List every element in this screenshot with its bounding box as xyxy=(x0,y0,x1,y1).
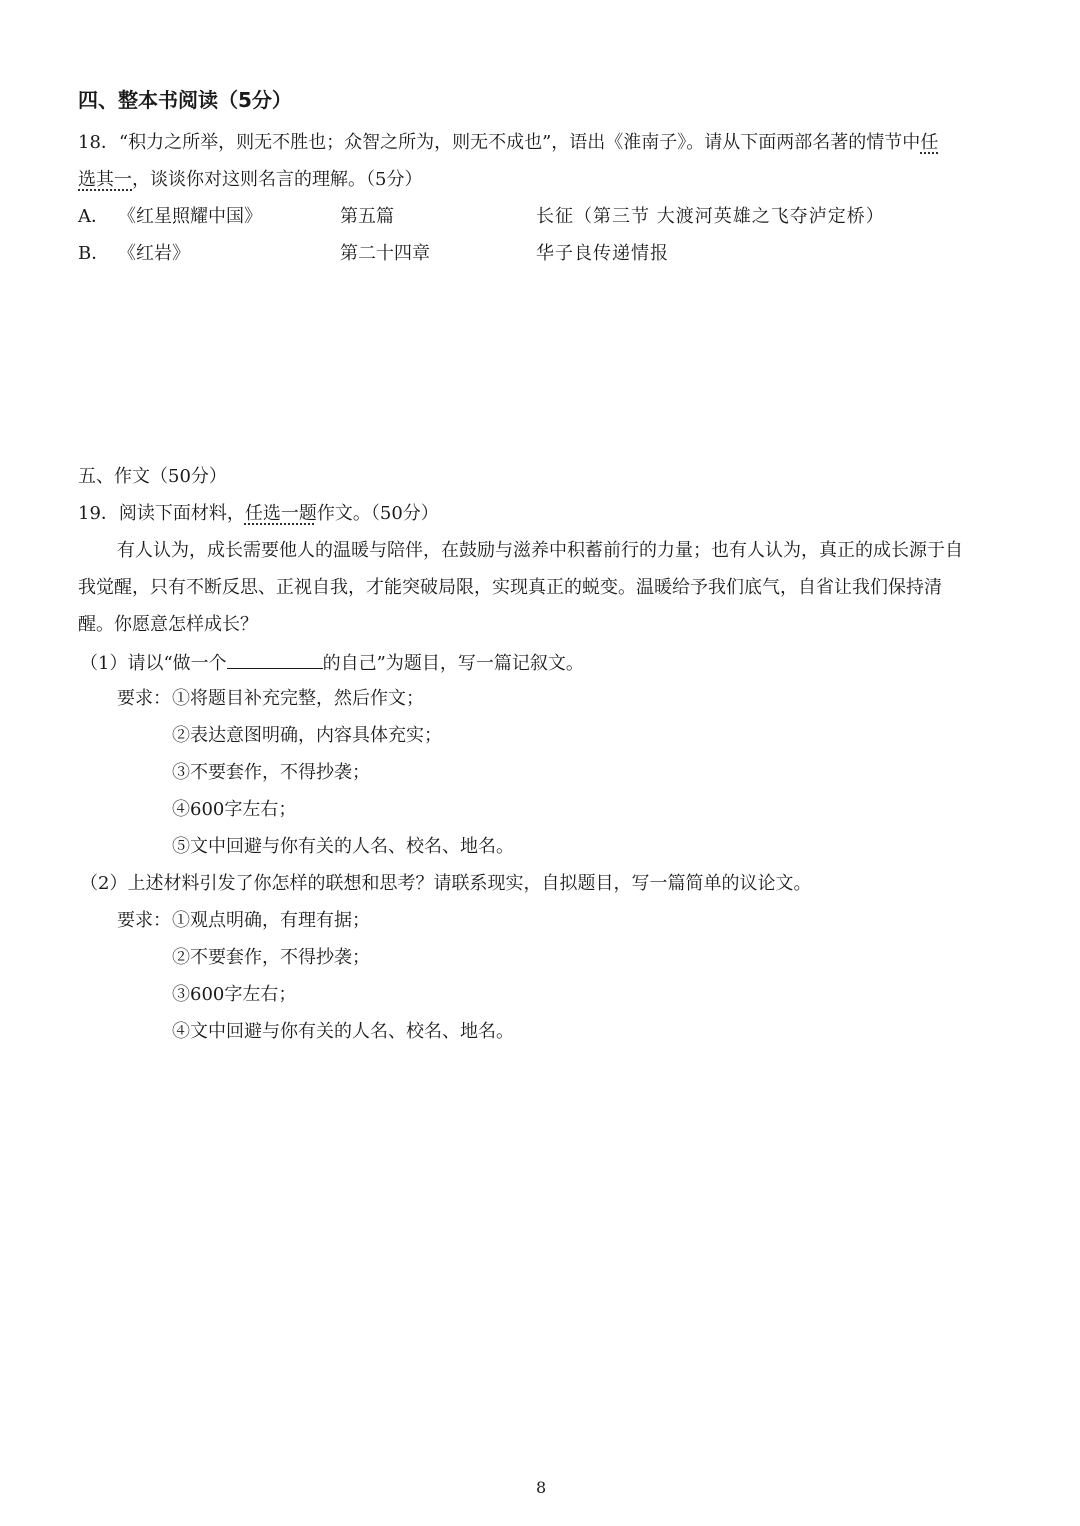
material-line: 醒。你愿意怎样成长？ xyxy=(78,614,258,635)
material-line: 我觉醒，只有不断反思、正视自我，才能突破局限，实现真正的蜕变。温暖给予我们底气，自省让我们保持清 xyxy=(78,577,942,598)
option-b-chapter: 第二十四章 xyxy=(340,243,430,264)
task-1-pre: （1）请以“做一个 xyxy=(80,653,227,674)
task-2-req-label: 要求： xyxy=(117,910,171,931)
section-5-title: 五、作文（50分） xyxy=(78,466,227,487)
question-18-line2 xyxy=(78,168,422,192)
option-b-book: 《红岩》 xyxy=(118,243,190,264)
question-19-post: 作文。（50分） xyxy=(316,503,439,524)
question-19-pre: 19．阅读下面材料， xyxy=(78,503,245,524)
question-19-emphasis: 任选一题 xyxy=(244,503,317,524)
question-19 xyxy=(78,502,439,526)
requirement-item: ④600字左右； xyxy=(172,799,297,820)
requirement-item: ②表达意图明确，内容具体充实； xyxy=(172,725,442,746)
task-2: （2）上述材料引发了你怎样的联想和思考？请联系现实，自拟题目，写一篇简单的议论文。 xyxy=(80,873,812,894)
question-18-emphasis: 任 xyxy=(920,132,939,153)
question-18-emphasis-2: 选其一 xyxy=(78,169,132,190)
option-a-chapter: 第五篇 xyxy=(340,206,394,227)
option-b-plot: 华子良传递情报 xyxy=(536,243,669,264)
page-number: 8 xyxy=(536,1478,547,1497)
requirement-item: ③600字左右； xyxy=(172,984,297,1005)
task-1-req-label: 要求： xyxy=(117,688,171,709)
task-1 xyxy=(80,650,584,676)
requirement-item: ③不要套作，不得抄袭； xyxy=(172,762,370,783)
requirement-item: ⑤文中回避与你有关的人名、校名、地名。 xyxy=(172,836,514,857)
question-18-line1 xyxy=(78,131,938,155)
material-line: 有人认为，成长需要他人的温暖与陪伴，在鼓励与滋养中积蓄前行的力量；也有人认为，真正的成长源于自 xyxy=(117,540,963,561)
option-a-plot: 长征（第三节 大渡河英雄之飞夺泸定桥） xyxy=(536,206,885,227)
option-a-book: 《红星照耀中国》 xyxy=(118,206,262,227)
requirement-item: ④文中回避与你有关的人名、校名、地名。 xyxy=(172,1021,514,1042)
option-b-letter: B． xyxy=(78,243,110,264)
task-1-post: 的自己”为题目，写一篇记叙文。 xyxy=(322,653,584,674)
question-18-text: 18．“积力之所举，则无不胜也；众智之所为，则无不成也”，语出《淮南子》。请从下面两部名著的情节中 xyxy=(78,132,921,153)
option-a-letter: A． xyxy=(78,206,109,227)
question-18-text-2: ，谈谈你对这则名言的理解。（5分） xyxy=(132,169,423,190)
requirement-item: ①将题目补充完整，然后作文； xyxy=(172,688,424,709)
section-4-title: 四、整本书阅读（5分） xyxy=(78,88,292,112)
requirement-item: ①观点明确，有理有据； xyxy=(172,910,370,931)
title-blank xyxy=(227,650,323,669)
requirement-item: ②不要套作，不得抄袭； xyxy=(172,947,370,968)
